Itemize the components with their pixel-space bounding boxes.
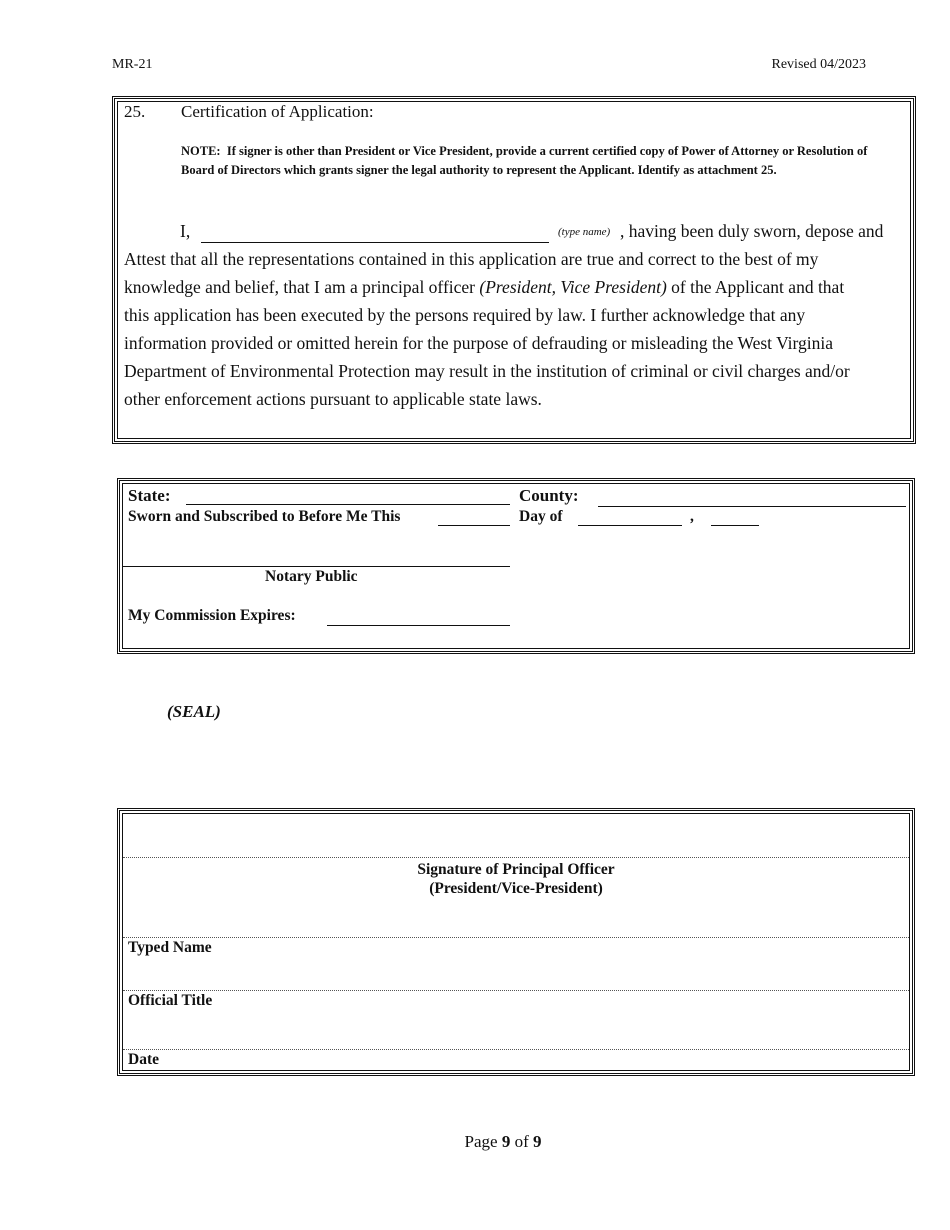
officer-roles: (President, Vice President)	[479, 277, 667, 297]
sworn-label: Sworn and Subscribed to Before Me This	[128, 508, 401, 525]
certification-line-4: this application has been executed by the persons required by law. I further acknowledge that any	[124, 305, 806, 325]
type-name-field[interactable]	[201, 222, 549, 243]
form-id: MR-21	[112, 57, 153, 72]
note-text: If signer is other than President or Vice President, provide a current certified copy of Power of Attorney or Resolution of Board of Directors which grants signer the legal authority to represent the Applicant. Identify as attachment 25.	[181, 144, 868, 177]
state-label: State:	[128, 486, 171, 505]
i-label: I,	[180, 221, 191, 241]
certification-line-1: , having been duly sworn, depose and	[620, 221, 884, 241]
seal-label: (SEAL)	[167, 702, 221, 721]
certification-body	[124, 245, 904, 413]
commission-label: My Commission Expires:	[128, 607, 296, 624]
month-field[interactable]	[578, 508, 682, 526]
certification-note	[181, 142, 881, 180]
official-title-label: Official Title	[128, 992, 213, 1009]
certification-line-3: knowledge and belief, that I am a principal officer (President, Vice President) of the Applicant and that	[124, 277, 845, 297]
section-title: Certification of Application:	[181, 102, 374, 121]
sworn-day-field[interactable]	[438, 508, 510, 526]
notary-public-label: Notary Public	[265, 568, 358, 585]
year-field[interactable]	[711, 508, 759, 526]
section-number: 25.	[124, 102, 146, 121]
date-comma: ,	[690, 508, 694, 525]
official-title-field[interactable]	[123, 1011, 909, 1047]
signature-line[interactable]	[123, 857, 909, 858]
certification-line-5: information provided or omitted herein for the purpose of defrauding or misleading the West Virginia	[124, 333, 834, 353]
state-field[interactable]	[186, 484, 510, 505]
certification-line-7: other enforcement actions pursuant to applicable state laws.	[124, 389, 542, 409]
county-label: County:	[519, 486, 579, 505]
typed-name-label: Typed Name	[128, 939, 212, 956]
typed-name-field[interactable]	[123, 958, 909, 988]
note-prefix: NOTE:	[181, 144, 221, 158]
county-field[interactable]	[598, 486, 906, 507]
signature-title: Signature of Principal Officer (President/Vice-President)	[417, 861, 615, 897]
page-number: Page 9 of 9	[464, 1132, 542, 1151]
certification-line-6: Department of Environmental Protection may result in the institution of criminal or civil charges and/or	[124, 361, 850, 381]
commission-field[interactable]	[327, 608, 510, 626]
type-name-hint: (type name)	[558, 226, 611, 238]
date-label: Date	[128, 1051, 159, 1068]
revision-date: Revised 04/2023	[771, 57, 866, 72]
day-of-label: Day of	[519, 508, 563, 525]
certification-line-2: Attest that all the representations contained in this application are true and correct to the best of my	[124, 249, 819, 269]
notary-signature-line[interactable]	[123, 548, 510, 567]
